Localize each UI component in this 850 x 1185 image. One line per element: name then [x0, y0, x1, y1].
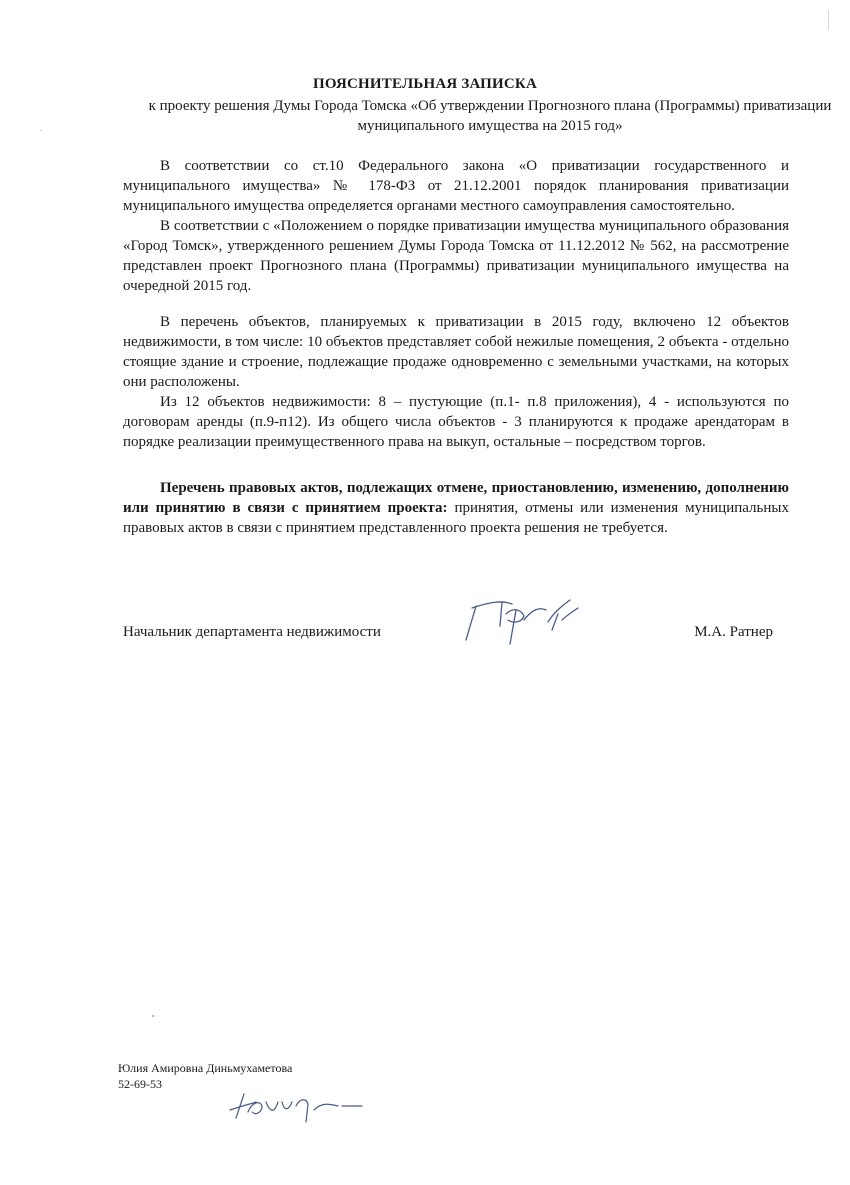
paragraph-4: Из 12 объектов недвижимости: 8 – пустующие (п.1- п.8 приложения), 4 - используются по договорам аренды (п.9-п12). Из общего числа объектов - 3 планируются к продаже арендаторам в порядке реализации преимущественного права на выкуп, остальные – посредством торгов. [123, 394, 789, 450]
scan-speck [152, 1015, 154, 1017]
legal-acts-heading: Перечень правовых актов, подлежащих отмене, приостановлению, изменению, дополнению или принятию в связи с принятием проекта: [123, 480, 789, 516]
handwritten-signature [462, 596, 582, 650]
scan-speck [40, 130, 42, 131]
document-subtitle: к проекту решения Думы Города Томска «Об утверждении Прогнозного плана (Программы) приватизации муниципального имущества на 2015 год» [148, 98, 832, 134]
legal-acts-text: принятия, отмены или изменения муниципальных правовых актов в связи с принятием представленного проекта решения не требуется. [123, 500, 789, 536]
document-title: ПОЯСНИТЕЛЬНАЯ ЗАПИСКА [312, 76, 538, 92]
executor-name: Юлия Амировна Диньмухаметова [118, 1061, 293, 1075]
scan-speck [828, 10, 829, 30]
paragraph-2: В соответствии с «Положением о порядке приватизации имущества муниципального образования «Город Томск», утвержденного решением Думы Города Томска от 11.12.2012 № 562, на рассмотрение представлен проект Прогнозного плана (Программы) приватизации муниципального имущества на очередной 2015 год. [123, 218, 789, 294]
document-body [123, 156, 789, 538]
signer-position: Начальник департамента недвижимости [123, 624, 381, 640]
handwritten-initials [226, 1088, 366, 1124]
legal-acts-paragraph [123, 478, 789, 538]
signer-name: М.А. Ратнер [694, 624, 773, 640]
paragraph-1: В соответствии со ст.10 Федерального закона «О приватизации государственного и муниципального имущества» № 178-ФЗ от 21.12.2001 порядок планирования приватизации муниципального имущества определяется органами местного самоуправления самостоятельно. [123, 158, 789, 214]
executor-phone: 52-69-53 [118, 1077, 162, 1091]
paragraph-3: В перечень объектов, планируемых к приватизации в 2015 году, включено 12 объектов недвижимости, в том числе: 10 объектов представляет собой нежилые помещения, 2 объекта - отдельно стоящие здание и строение, подлежащие продаже одновременно с земельными участками, на которых они расположены. [123, 314, 789, 390]
signature-row [123, 622, 773, 642]
